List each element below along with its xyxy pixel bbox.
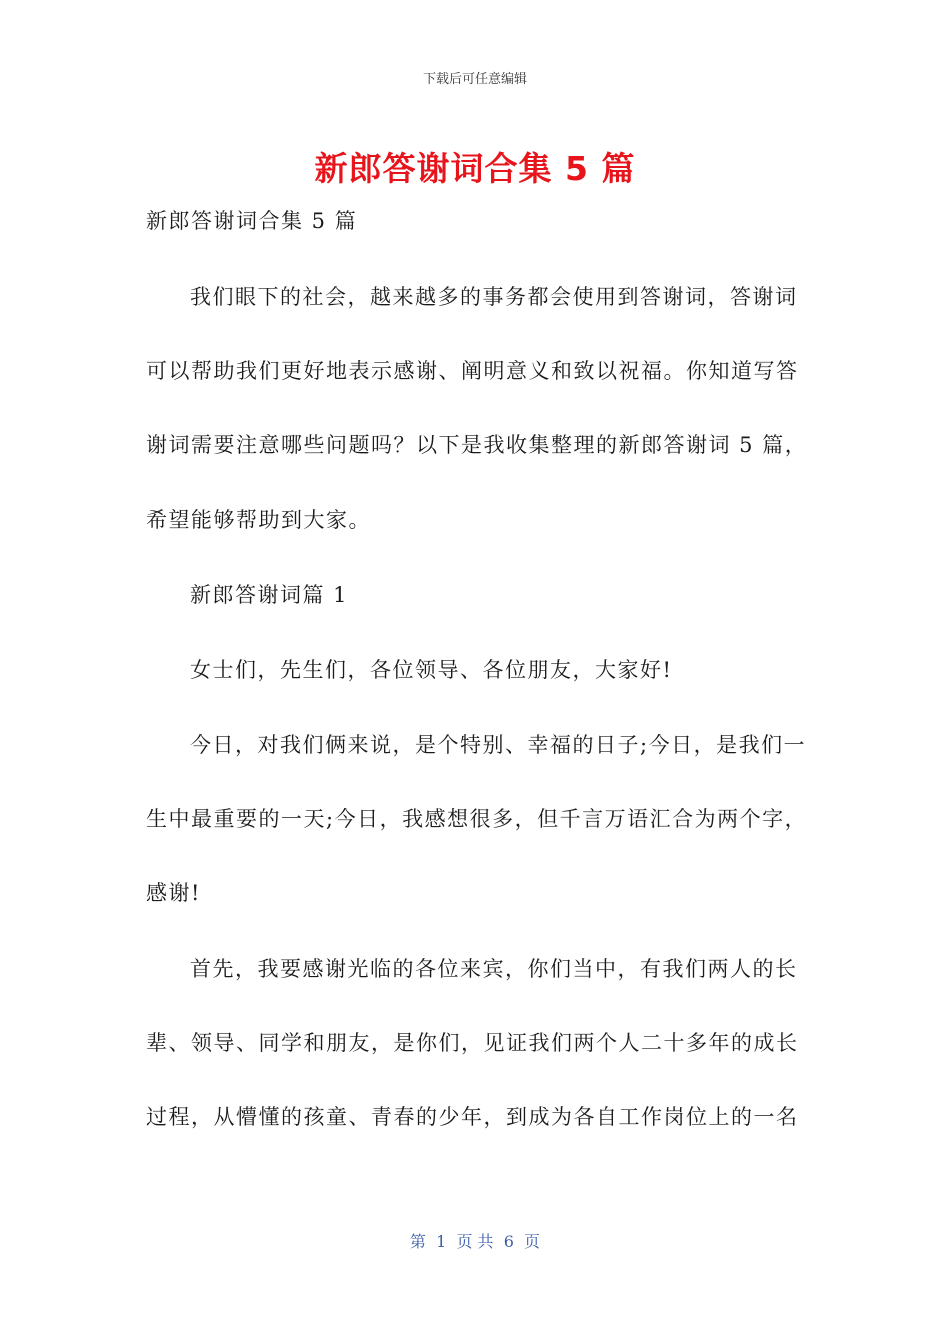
body-line: 谢词需要注意哪些问题吗？以下是我收集整理的新郎答谢词 5 篇，: [146, 433, 808, 457]
body-line: 希望能够帮助到大家。: [146, 508, 371, 532]
body-line: 过程，从懵懂的孩童、青春的少年，到成为各自工作岗位上的一名: [146, 1105, 799, 1129]
body-line: 生中最重要的一天;今日，我感想很多，但千言万语汇合为两个字，: [146, 807, 808, 831]
body-line: 辈、领导、同学和朋友，是你们，见证我们两个人二十多年的成长: [146, 1031, 799, 1055]
section-heading: 新郎答谢词篇 1: [190, 583, 349, 607]
body-line: 女士们，先生们，各位领导、各位朋友，大家好!: [190, 658, 673, 682]
document-title: 新郎答谢词合集 5 篇: [314, 149, 636, 188]
subtitle-line: 新郎答谢词合集 5 篇: [146, 209, 358, 233]
body-line: 我们眼下的社会，越来越多的事务都会使用到答谢词，答谢词: [190, 285, 798, 309]
body-line: 首先，我要感谢光临的各位来宾，你们当中，有我们两人的长: [190, 957, 798, 981]
body-line: 可以帮助我们更好地表示感谢、阐明意义和致以祝福。你知道写答: [146, 359, 799, 383]
body-line: 感谢!: [146, 881, 201, 905]
body-line: 今日，对我们俩来说，是个特别、幸福的日子;今日，是我们一: [190, 733, 807, 757]
header-note: 下载后可任意编辑: [422, 72, 527, 87]
page-footer: 第 1 页 共 6 页: [409, 1232, 541, 1251]
